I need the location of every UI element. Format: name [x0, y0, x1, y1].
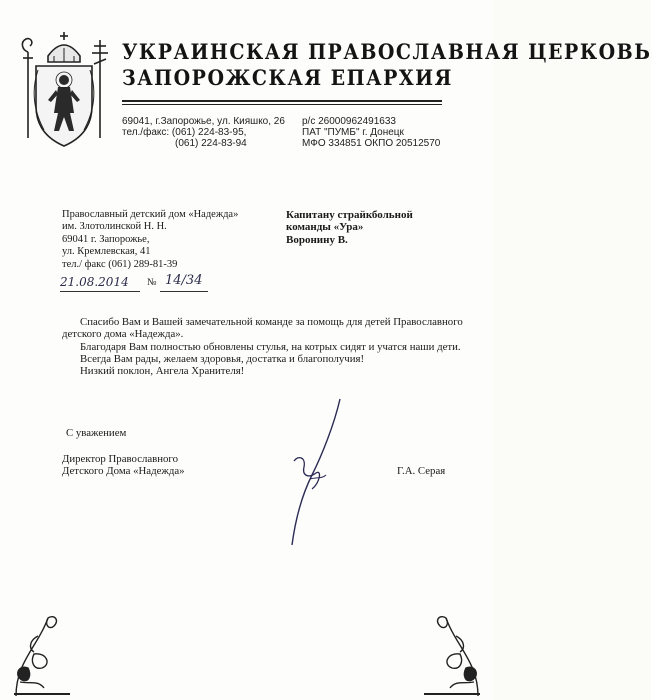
header-address: 69041, г.Запорожье, ул. Кияшко, 26 — [122, 116, 285, 127]
organization-title — [122, 40, 651, 92]
header-bank-details — [302, 116, 440, 149]
floral-ornament-icon — [420, 612, 486, 698]
signatory-position-line-1: Директор Православного — [62, 453, 178, 465]
sender-city: 69041 г. Запорожье, — [62, 233, 150, 245]
handwritten-signature — [282, 395, 352, 550]
header-phone-1: тел./факс: (061) 224-83-95, — [122, 127, 247, 138]
closing-phrase: С уважением — [66, 427, 127, 439]
sender-block — [62, 209, 238, 271]
recipient-team: команды «Ура» — [286, 221, 364, 234]
body-paragraph-3: Всегда Вам рады, желаем здоровья, достатка и благополучия! — [80, 352, 365, 365]
date-underline — [60, 291, 140, 292]
diocese-name: ЗАПОРОЖСКАЯ ЕПАРХИЯ — [122, 65, 453, 91]
recipient-block — [286, 209, 413, 246]
bank-account: р/с 26000962491633 — [302, 116, 396, 127]
header-phone-2: (061) 224-83-94 — [175, 138, 247, 149]
signatory-position — [62, 453, 185, 478]
letter-body — [62, 316, 474, 377]
sender-name: Православный детский дом «Надежда» — [62, 209, 239, 220]
recipient-name: Воронину В. — [286, 233, 348, 246]
diocese-coat-of-arms-icon — [14, 26, 114, 154]
number-sign: № — [147, 277, 157, 288]
recipient-title: Капитану страйкбольной — [286, 209, 413, 221]
body-paragraph-4: Низкий поклон, Ангела Хранителя! — [80, 365, 245, 378]
organization-name: УКРАИНСКАЯ ПРАВОСЛАВНАЯ ЦЕРКОВЬ — [122, 40, 651, 65]
header-divider-top — [122, 100, 442, 102]
sender-named-after: им. Злотолинской Н. Н. — [62, 221, 167, 233]
signatory-position-line-2: Детского Дома «Надежда» — [62, 465, 185, 478]
document-date: 21.08.2014 — [60, 275, 129, 289]
document-number: 14/34 — [165, 273, 203, 288]
sender-street: ул. Кремлевская, 41 — [62, 246, 151, 258]
bank-codes: МФО 334851 ОКПО 20512570 — [302, 138, 441, 149]
body-paragraph-1: Спасибо Вам и Вашей замечательной команде за помощь для детей Православного детского дома «Надежда». — [62, 316, 463, 341]
number-underline — [160, 291, 208, 292]
body-paragraph-2: Благодаря Вам полностью обновлены стулья, на котрых сидят и учатся наши дети. — [80, 340, 461, 353]
bank-name: ПАТ "ПУМБ" г. Донецк — [302, 127, 404, 138]
header-divider-bottom — [122, 104, 442, 105]
floral-ornament-icon — [8, 612, 74, 698]
sender-phone: тел./ факс (061) 289-81-39 — [62, 258, 178, 270]
header-contacts — [122, 116, 285, 149]
signatory-name: Г.А. Серая — [397, 465, 446, 477]
